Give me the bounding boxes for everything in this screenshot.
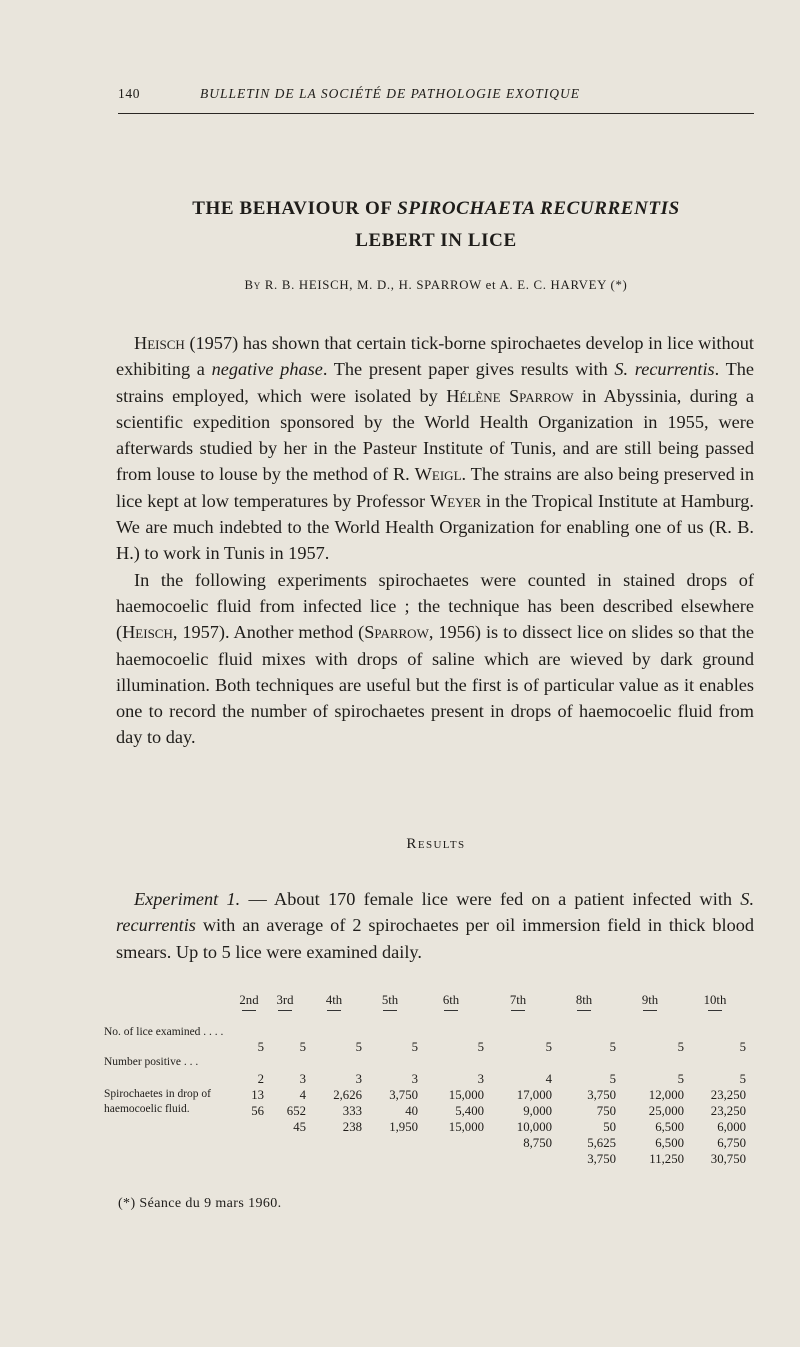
article-title-line2: LEBERT IN LICE [355,230,517,251]
text: , 1956) is to dissect lice on slides so that the haemocoelic fluid mixes with drops of saline which are wieved by dark ground illumination. Both techniques are useful but the first is of particular value as it enables one to record the number of spirochaetes present in drops of haemocoelic fluid from day to day. [116,622,754,748]
byline-authors-2: A. E. C. HARVEY [499,278,607,292]
spirochaete-count: 652 [286,1104,306,1118]
cell-spirochaetes [616,1087,684,1167]
text: (1957) has shown that certain tick-borne spirochaetes develop in lice without exhibiting a [116,333,754,380]
table-row-examined [104,1025,746,1055]
spirochaete-count: 25,000 [648,1104,684,1118]
footnote: (*) Séance du 9 mars 1960. [118,1196,282,1211]
spirochaete-count: 6,000 [717,1120,746,1134]
day-label: 6th [442,993,460,1007]
spirochaete-count [484,1151,552,1167]
text: — About 170 female lice were fed on a patient infected with [240,889,741,909]
cell-positive: 3 [411,1072,418,1086]
species: S. recurrentis [116,889,755,936]
spirochaete-count: 2,626 [333,1088,362,1102]
column-header-day [264,992,306,1025]
paragraph-1 [116,330,754,567]
text: . The present paper gives results with [322,359,615,380]
cell-spirochaetes [684,1087,746,1167]
cell-examined: 5 [257,1040,264,1054]
spirochaete-count: 3,750 [587,1152,616,1166]
cell-positive: 4 [545,1072,552,1086]
cell-examined: 5 [355,1040,362,1054]
header-dash [383,1010,397,1011]
results-heading: Results [406,836,466,852]
day-label: 8th [575,993,593,1007]
experiment-label: Experiment 1. [134,889,241,909]
spirochaete-count: 23,250 [710,1104,746,1118]
spirochaete-count [264,1135,306,1151]
day-label: 3rd [276,993,294,1007]
intro-body [116,330,754,751]
header-dash [643,1010,657,1011]
column-header-day [684,992,746,1025]
spirochaete-count: 15,000 [448,1120,484,1134]
spirochaete-count: 45 [293,1120,306,1134]
cell-positive: 5 [609,1072,616,1086]
spirochaete-count: 5,625 [587,1136,616,1150]
spirochaete-count: 56 [251,1104,264,1118]
cell-positive: 3 [477,1072,484,1086]
species: S. recurrentis [614,359,715,380]
text: in Abyssinia, during a scientific expedition sponsored by the World Health Organization in 1955, were afterwards studied by her in the Pasteur Institute of Tunis, and are still being passed from louse to louse by the method of R. [116,385,754,485]
footnote-mark: (*) [610,278,628,292]
spirochaete-count: 1,950 [389,1120,418,1134]
day-label: 9th [641,993,659,1007]
article-title-line1 [108,198,764,220]
header-dash [327,1010,341,1011]
text: . The strains employed, which were isolated by [116,359,754,406]
day-label: 7th [509,993,527,1007]
spirochaete-count: 333 [342,1104,362,1118]
spirochaete-count: 50 [603,1120,616,1134]
text: with an average of 2 spirochaetes per oil immersion field in thick blood smears. Up to 5 lice were examined daily. [116,915,754,962]
column-header-day [306,992,362,1025]
title-species: SPIROCHAETA RECURRENTIS [397,198,680,219]
spirochaete-count: 6,750 [717,1136,746,1150]
byline [108,278,764,293]
paragraph-3 [116,886,754,965]
spirochaete-count: 4 [299,1088,306,1102]
person-name: Hélène Sparrow [446,385,574,406]
person-name: Weigl [414,464,462,485]
cell-examined: 5 [677,1040,684,1054]
column-header-day [234,992,264,1025]
column-header-day [616,992,684,1025]
cell-examined: 5 [739,1040,746,1054]
results-table [104,992,746,1167]
spirochaete-count: 9,000 [523,1104,552,1118]
spirochaete-count: 30,750 [710,1152,746,1166]
day-label: 2nd [239,993,259,1007]
experiment-body [116,886,754,965]
spirochaete-count: 6,500 [655,1120,684,1134]
header-dash [708,1010,722,1011]
spirochaete-count [362,1151,418,1167]
spirochaete-count: 40 [405,1104,418,1118]
row-label-examined: No. of lice examined . . . . [104,1026,224,1038]
text: in the Tropical Institute at Hamburg. We are much indebted to the World Health Organization for enabling one of us (R. B. H.) to work in Tunis in 1957. [116,490,754,564]
spirochaete-count: 11,250 [649,1152,684,1166]
spirochaete-count: 10,000 [516,1120,552,1134]
spirochaete-count [306,1151,362,1167]
header-rule [118,113,754,114]
cell-spirochaetes [362,1087,418,1167]
spirochaete-count: 23,250 [710,1088,746,1102]
spirochaete-count [362,1135,418,1151]
spirochaete-count: 238 [342,1120,362,1134]
spirochaete-count [264,1151,306,1167]
table-row-positive [104,1055,746,1087]
column-header-day [418,992,484,1025]
cell-positive: 2 [257,1072,264,1086]
day-label: 5th [381,993,399,1007]
byline-et: et [485,278,497,292]
row-label-positive: Number positive . . . [104,1056,199,1068]
cell-examined: 5 [411,1040,418,1054]
row-label-spirochaetes: Spirochaetes in drop of haemocoelic fluid. [104,1088,211,1115]
spirochaete-count [418,1135,484,1151]
cell-examined: 5 [299,1040,306,1054]
cell-positive: 3 [355,1072,362,1086]
text: . The strains are also being preserved in lice kept at low temperatures by Professor [116,464,754,511]
column-header-day [484,992,552,1025]
table-row-spiro [104,1087,746,1167]
spirochaete-count: 17,000 [516,1088,552,1102]
person-name: Weyer [429,490,482,511]
spirochaete-count: 750 [596,1104,616,1118]
journal-title: BULLETIN DE LA SOCIÉTÉ DE PATHOLOGIE EXOTIQUE [200,86,581,101]
cell-examined: 5 [609,1040,616,1054]
header-dash [577,1010,591,1011]
cell-examined: 5 [545,1040,552,1054]
title-text: THE BEHAVIOUR OF [192,198,398,219]
text: In the following experiments spirochaetes were counted in stained drops of haemocoelic fluid from infected lice ; the technique has been described elsewhere ( [116,569,754,643]
emph: negative phase [211,359,323,380]
spirochaete-count: 15,000 [448,1088,484,1102]
header-dash [278,1010,292,1011]
cell-examined: 5 [477,1040,484,1054]
spirochaete-count: 5,400 [455,1104,484,1118]
spirochaete-count: 3,750 [389,1088,418,1102]
cell-spirochaetes [552,1087,616,1167]
table-header-row [104,992,746,1025]
day-label: 4th [325,993,343,1007]
spirochaete-count: 8,750 [523,1136,552,1150]
header-dash [242,1010,256,1011]
cell-spirochaetes [418,1087,484,1167]
spirochaete-count [234,1135,264,1151]
spirochaete-count: 6,500 [655,1136,684,1150]
spirochaete-count: 3,750 [587,1088,616,1102]
spirochaete-count: 12,000 [648,1088,684,1102]
spirochaete-count [234,1151,264,1167]
cite-heisch: Heisch [134,333,185,353]
header-dash [444,1010,458,1011]
column-header-day [362,992,418,1025]
cell-spirochaetes [264,1087,306,1167]
spirochaete-count [306,1135,362,1151]
spirochaete-count: 13 [251,1088,264,1102]
cell-spirochaetes [306,1087,362,1167]
person-name: Sparrow [364,622,429,643]
paragraph-2 [116,567,754,751]
cell-spirochaetes [484,1087,552,1167]
table-corner [104,992,234,1025]
person-name: Heisch [122,622,173,643]
byline-by: By [244,278,261,292]
cell-spirochaetes [234,1087,264,1167]
header-dash [511,1010,525,1011]
byline-authors: R. B. HEISCH, M. D., H. SPARROW [264,278,482,292]
day-label: 10th [703,993,727,1007]
page-number: 140 [118,86,141,101]
text: , 1957). Another method ( [172,622,365,643]
cell-positive: 5 [739,1072,746,1086]
column-header-day [552,992,616,1025]
spirochaete-count [234,1119,264,1135]
cell-positive: 5 [677,1072,684,1086]
spirochaete-count [418,1151,484,1167]
cell-positive: 3 [299,1072,306,1086]
